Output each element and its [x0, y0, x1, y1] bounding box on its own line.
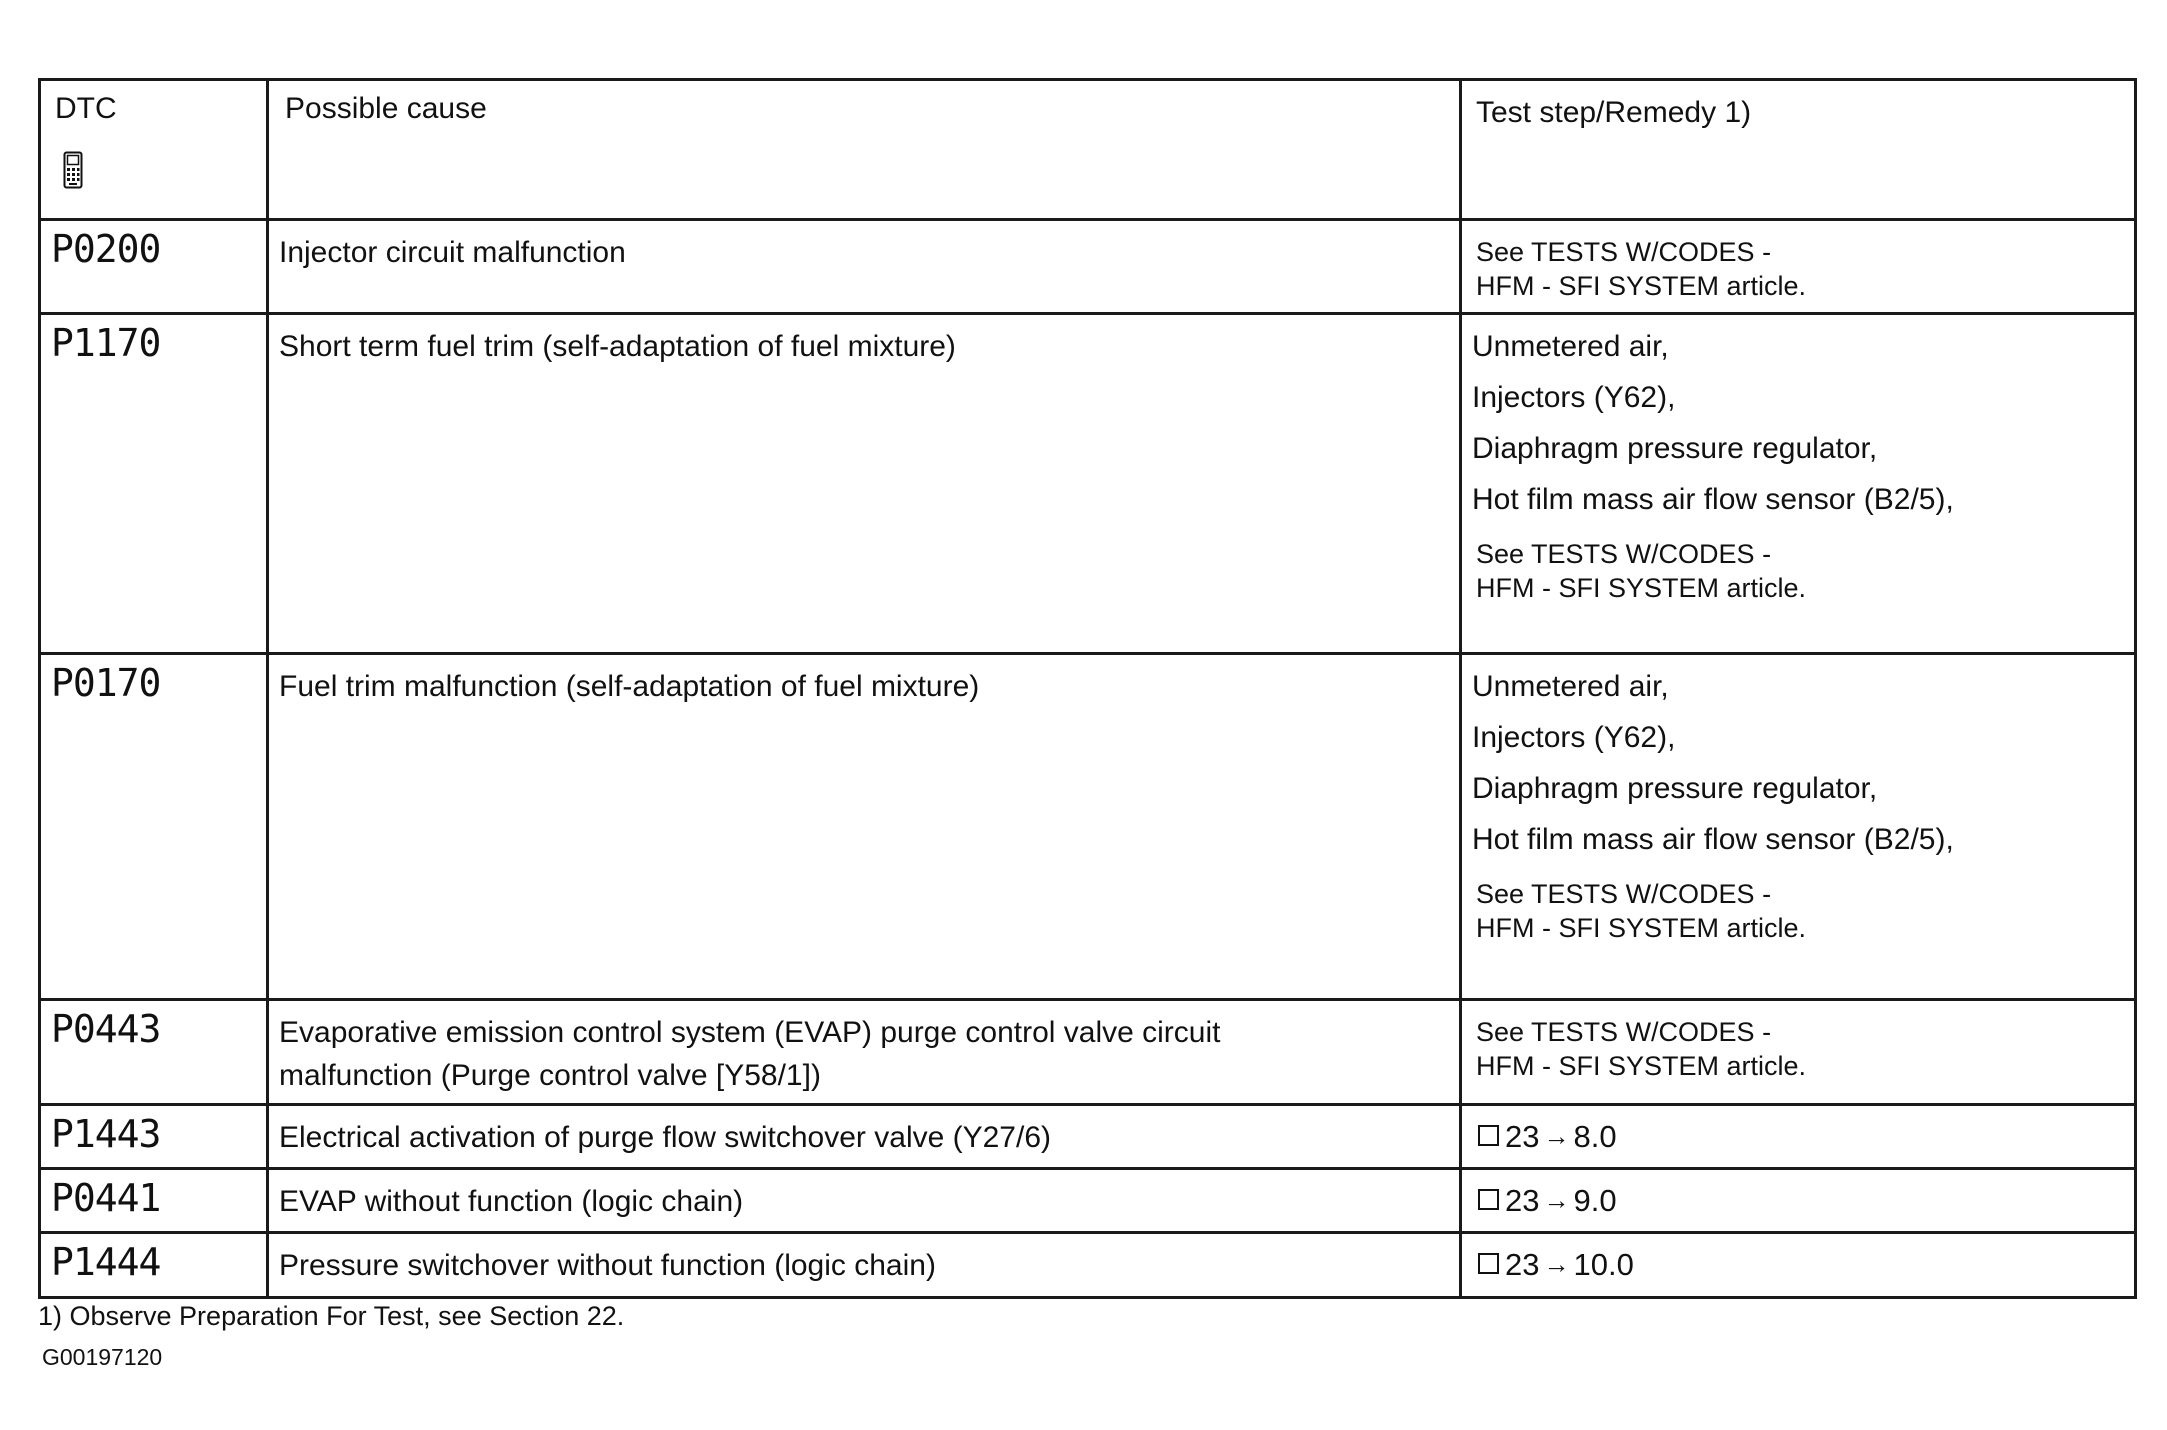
dtc-code: P0443	[51, 1007, 161, 1051]
test-step-reference	[1462, 1234, 2134, 1295]
test-step-reference	[1462, 1106, 2134, 1167]
step-table-number: 23	[1505, 1183, 1540, 1219]
step-table-number: 23	[1505, 1119, 1540, 1154]
checkbox-square-icon	[1478, 1253, 1499, 1274]
dtc-code: P0200	[51, 227, 161, 271]
dtc-code: P1443	[51, 1112, 161, 1156]
possible-cause: Short term fuel trim (self-adaptation of fuel mixture)	[279, 330, 956, 363]
note-line: HFM - SFI SYSTEM article.	[1476, 271, 1807, 301]
table-row	[40, 1169, 2136, 1233]
remedy-item: Injectors (Y62),	[1472, 721, 1676, 754]
step-table-number: 23	[1505, 1247, 1540, 1283]
note-line: See TESTS W/CODES -	[1476, 879, 1772, 909]
note-line: HFM - SFI SYSTEM article.	[1476, 913, 1807, 943]
table-header-row	[40, 80, 2136, 220]
dtc-code: P0170	[51, 661, 161, 705]
checkbox-square-icon	[1478, 1189, 1499, 1210]
table-row	[40, 1105, 2136, 1169]
remedy-list	[1462, 655, 2134, 953]
test-reference-note	[1462, 221, 2134, 311]
possible-cause: EVAP without function (logic chain)	[279, 1185, 744, 1219]
arrow-right-icon: →	[1543, 1249, 1570, 1280]
possible-cause: Pressure switchover without function (logic chain)	[279, 1249, 936, 1283]
header-remedy-cell	[1461, 80, 2136, 220]
step-number: 10.0	[1573, 1247, 1634, 1283]
header-cause-cell	[268, 80, 1461, 220]
cause-line: malfunction (Purge control valve [Y58/1])	[279, 1059, 821, 1092]
note-line: See TESTS W/CODES -	[1476, 237, 1772, 267]
possible-cause	[269, 1001, 1459, 1103]
remedy-item: Unmetered air,	[1472, 670, 1669, 703]
dtc-code: P1444	[51, 1240, 161, 1285]
remedy-item: Diaphragm pressure regulator,	[1472, 432, 1878, 465]
test-reference-note	[1472, 865, 2124, 953]
remedy-item: Diaphragm pressure regulator,	[1472, 772, 1878, 805]
step-number: 8.0	[1573, 1119, 1617, 1154]
header-dtc: DTC	[55, 92, 117, 125]
table-row	[40, 314, 2136, 654]
dtc-table	[38, 78, 2137, 1299]
test-reference-note	[1462, 1001, 2134, 1091]
hand-held-tester-icon	[63, 151, 83, 189]
remedy-item: Hot film mass air flow sensor (B2/5),	[1472, 483, 1954, 516]
arrow-right-icon: →	[1543, 1121, 1570, 1151]
remedy-item: Unmetered air,	[1472, 330, 1669, 363]
remedy-item: Injectors (Y62),	[1472, 381, 1676, 414]
dtc-code: P1170	[51, 321, 161, 365]
checkbox-square-icon	[1478, 1125, 1499, 1146]
remedy-item: Hot film mass air flow sensor (B2/5),	[1472, 823, 1954, 856]
test-reference-note	[1472, 525, 2124, 613]
arrow-right-icon: →	[1543, 1185, 1570, 1216]
table-row	[40, 220, 2136, 314]
note-line: HFM - SFI SYSTEM article.	[1476, 573, 1807, 603]
remedy-list	[1462, 315, 2134, 613]
note-line: See TESTS W/CODES -	[1476, 539, 1772, 569]
header-remedy: Test step/Remedy 1)	[1476, 96, 1752, 129]
dtc-code: P0441	[51, 1176, 161, 1221]
possible-cause: Electrical activation of purge flow switchover valve (Y27/6)	[279, 1121, 1052, 1154]
header-cause: Possible cause	[285, 92, 487, 125]
step-number: 9.0	[1573, 1183, 1617, 1219]
possible-cause: Fuel trim malfunction (self-adaptation of fuel mixture)	[279, 670, 980, 703]
note-line: HFM - SFI SYSTEM article.	[1476, 1051, 1807, 1081]
possible-cause: Injector circuit malfunction	[279, 236, 626, 269]
table-row	[40, 1000, 2136, 1105]
footnote: 1) Observe Preparation For Test, see Section 22.	[38, 1301, 625, 1331]
figure-id: G00197120	[42, 1344, 163, 1370]
test-step-reference	[1462, 1170, 2134, 1231]
table-row	[40, 1233, 2136, 1298]
note-line: See TESTS W/CODES -	[1476, 1017, 1772, 1047]
header-dtc-cell	[40, 80, 268, 220]
table-row	[40, 654, 2136, 1000]
cause-line: Evaporative emission control system (EVAP) purge control valve circuit	[279, 1016, 1221, 1049]
